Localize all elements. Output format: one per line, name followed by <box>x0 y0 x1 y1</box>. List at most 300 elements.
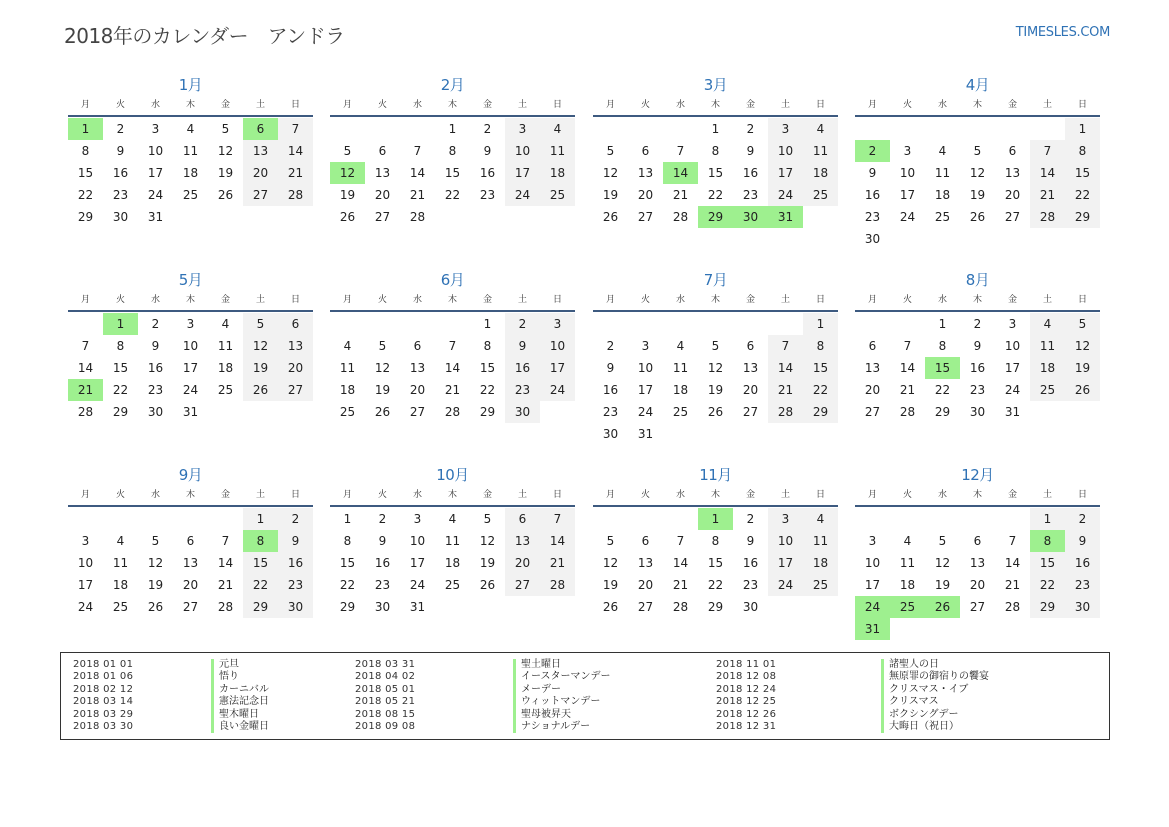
month-name: 6月 <box>440 271 465 289</box>
weekday-label: 土 <box>780 295 790 305</box>
weekday-label: 土 <box>780 100 790 110</box>
day-cell: 19 <box>217 166 234 180</box>
day-cell: 18 <box>540 162 575 184</box>
day-cell: 2 <box>378 512 387 526</box>
day-cell: 12 <box>969 166 986 180</box>
day-cell: 23 <box>864 210 881 224</box>
day-cell: 5 <box>343 144 352 158</box>
empty-cell <box>925 508 960 530</box>
day-cell: 28 <box>409 210 426 224</box>
day-cell: 14 <box>540 530 575 552</box>
day-cell: 30 <box>1065 596 1100 618</box>
day-cell: 2 <box>278 508 313 530</box>
weekday-label: 木 <box>972 490 982 500</box>
day-grid <box>855 118 1100 250</box>
day-cell: 13 <box>864 361 881 375</box>
day-cell: 28 <box>77 405 94 419</box>
weekday-label: 日 <box>815 295 825 305</box>
month-block <box>330 269 575 423</box>
month-name: 12月 <box>961 466 994 484</box>
day-cell: 21 <box>444 383 461 397</box>
day-cell: 5 <box>973 144 982 158</box>
empty-cell <box>1030 118 1065 140</box>
day-cell: 7 <box>903 339 912 353</box>
day-cell: 22 <box>1065 184 1100 206</box>
day-cell: 9 <box>973 339 982 353</box>
day-cell: 2 <box>483 122 492 136</box>
day-cell: 11 <box>803 140 838 162</box>
holiday-date: 2018 05 21 <box>355 696 416 708</box>
day-cell: 5 <box>243 313 278 335</box>
holiday-name: イースターマンデー <box>513 671 611 683</box>
day-cell: 8 <box>711 534 720 548</box>
day-cell: 15 <box>444 166 461 180</box>
day-cell: 16 <box>602 383 619 397</box>
day-cell: 2 <box>116 122 125 136</box>
holiday-day-cell: 21 <box>68 379 103 401</box>
day-cell: 28 <box>217 600 234 614</box>
day-cell: 12 <box>602 166 619 180</box>
day-cell: 12 <box>934 556 951 570</box>
weekday-label: 水 <box>675 490 685 500</box>
day-cell: 31 <box>182 405 199 419</box>
day-cell: 9 <box>278 530 313 552</box>
weekday-label: 月 <box>80 295 90 305</box>
day-cell: 8 <box>81 144 90 158</box>
weekday-label: 月 <box>342 100 352 110</box>
holiday-name: クリスマス <box>881 696 989 708</box>
day-cell: 28 <box>768 401 803 423</box>
holiday-name: 元旦 <box>211 659 269 671</box>
day-cell: 2 <box>746 512 755 526</box>
empty-cell <box>855 118 890 140</box>
empty-cell <box>593 313 628 335</box>
day-cell: 16 <box>147 361 164 375</box>
weekday-label: 土 <box>1042 100 1052 110</box>
holiday-date: 2018 04 02 <box>355 671 416 683</box>
holiday-name: カーニバル <box>211 684 269 696</box>
empty-cell <box>330 118 365 140</box>
day-cell: 15 <box>77 166 94 180</box>
weekday-label: 木 <box>185 295 195 305</box>
day-cell: 14 <box>444 361 461 375</box>
weekday-label: 日 <box>1077 295 1087 305</box>
weekday-label: 日 <box>815 490 825 500</box>
month-block <box>855 269 1100 423</box>
day-cell: 5 <box>1065 313 1100 335</box>
weekday-header <box>855 487 1100 503</box>
empty-cell <box>435 313 470 335</box>
day-cell: 6 <box>868 339 877 353</box>
day-cell: 4 <box>676 339 685 353</box>
day-cell: 17 <box>540 357 575 379</box>
day-cell: 27 <box>243 184 278 206</box>
holiday-name-column <box>211 659 269 733</box>
day-cell: 12 <box>374 361 391 375</box>
day-cell: 15 <box>707 166 724 180</box>
day-cell: 9 <box>868 166 877 180</box>
day-cell: 26 <box>374 405 391 419</box>
weekday-label: 金 <box>482 100 492 110</box>
empty-cell <box>593 508 628 530</box>
day-cell: 18 <box>1030 357 1065 379</box>
day-cell: 23 <box>602 405 619 419</box>
weekday-label: 木 <box>185 100 195 110</box>
day-cell: 8 <box>938 339 947 353</box>
day-cell: 18 <box>899 578 916 592</box>
day-cell: 19 <box>339 188 356 202</box>
empty-cell <box>593 118 628 140</box>
holiday-date: 2018 03 31 <box>355 659 416 670</box>
day-cell: 14 <box>672 556 689 570</box>
empty-cell <box>400 118 435 140</box>
day-cell: 25 <box>112 600 129 614</box>
day-cell: 11 <box>112 556 129 570</box>
day-cell: 9 <box>746 534 755 548</box>
weekday-label: 水 <box>150 490 160 500</box>
day-cell: 10 <box>147 144 164 158</box>
day-cell: 10 <box>540 335 575 357</box>
day-cell: 15 <box>243 552 278 574</box>
day-cell: 10 <box>768 530 803 552</box>
day-cell: 11 <box>934 166 951 180</box>
day-cell: 18 <box>934 188 951 202</box>
holiday-date-column <box>355 659 415 733</box>
day-cell: 5 <box>711 339 720 353</box>
day-cell: 21 <box>409 188 426 202</box>
day-cell: 5 <box>151 534 160 548</box>
weekday-label: 月 <box>605 100 615 110</box>
day-cell: 27 <box>182 600 199 614</box>
weekday-header <box>68 487 313 503</box>
day-cell: 18 <box>444 556 461 570</box>
holiday-name: 聖土曜日 <box>513 659 611 671</box>
day-cell: 23 <box>1065 574 1100 596</box>
holiday-date: 2018 12 31 <box>716 720 777 732</box>
day-cell: 16 <box>374 556 391 570</box>
day-cell: 17 <box>1004 361 1021 375</box>
day-cell: 24 <box>147 188 164 202</box>
holiday-name: ボクシングデー <box>881 709 989 721</box>
day-cell: 26 <box>969 210 986 224</box>
day-cell: 20 <box>409 383 426 397</box>
day-cell: 14 <box>409 166 426 180</box>
day-cell: 11 <box>1030 335 1065 357</box>
month-name: 7月 <box>703 271 728 289</box>
day-cell: 2 <box>606 339 615 353</box>
day-cell: 30 <box>742 600 759 614</box>
day-cell: 6 <box>973 534 982 548</box>
day-cell: 8 <box>448 144 457 158</box>
weekday-label: 日 <box>290 295 300 305</box>
day-cell: 29 <box>339 600 356 614</box>
weekday-label: 土 <box>1042 295 1052 305</box>
holiday-name: 聖母被昇天 <box>513 709 611 721</box>
month-name: 9月 <box>178 466 203 484</box>
weekday-label: 金 <box>745 490 755 500</box>
weekday-label: 金 <box>745 100 755 110</box>
day-cell: 2 <box>505 313 540 335</box>
day-cell: 19 <box>243 357 278 379</box>
empty-cell <box>68 313 103 335</box>
day-cell: 10 <box>77 556 94 570</box>
day-cell: 20 <box>278 357 313 379</box>
weekday-label: 金 <box>220 490 230 500</box>
holiday-list <box>60 652 1110 740</box>
day-cell: 16 <box>505 357 540 379</box>
weekday-label: 土 <box>255 100 265 110</box>
day-cell: 1 <box>1030 508 1065 530</box>
empty-cell <box>855 313 890 335</box>
day-cell: 17 <box>182 361 199 375</box>
day-cell: 10 <box>899 166 916 180</box>
weekday-label: 火 <box>640 490 650 500</box>
day-cell: 11 <box>540 140 575 162</box>
day-cell: 7 <box>81 339 90 353</box>
day-cell: 27 <box>1004 210 1021 224</box>
holiday-date-column <box>73 659 133 733</box>
weekday-label: 月 <box>342 295 352 305</box>
day-cell: 1 <box>243 508 278 530</box>
empty-cell <box>960 508 995 530</box>
day-cell: 31 <box>1004 405 1021 419</box>
day-cell: 31 <box>637 427 654 441</box>
weekday-label: 木 <box>710 490 720 500</box>
empty-cell <box>890 313 925 335</box>
weekday-label: 日 <box>552 295 562 305</box>
month-block <box>68 464 313 618</box>
day-cell: 21 <box>278 162 313 184</box>
day-cell: 4 <box>116 534 125 548</box>
day-cell: 30 <box>278 596 313 618</box>
day-cell: 12 <box>243 335 278 357</box>
day-cell: 23 <box>505 379 540 401</box>
weekday-label: 月 <box>867 295 877 305</box>
day-cell: 21 <box>217 578 234 592</box>
day-grid <box>593 313 838 445</box>
day-cell: 12 <box>147 556 164 570</box>
month-block <box>68 269 313 423</box>
weekday-label: 火 <box>640 100 650 110</box>
day-cell: 5 <box>378 339 387 353</box>
holiday-date: 2018 02 12 <box>73 683 134 695</box>
day-cell: 27 <box>278 379 313 401</box>
day-cell: 18 <box>182 166 199 180</box>
holiday-name-column <box>513 659 611 733</box>
day-cell: 9 <box>1065 530 1100 552</box>
day-cell: 3 <box>868 534 877 548</box>
header-divider <box>855 505 1100 507</box>
day-cell: 27 <box>505 574 540 596</box>
day-cell: 18 <box>672 383 689 397</box>
month-block <box>593 464 838 618</box>
day-cell: 19 <box>374 383 391 397</box>
day-cell: 23 <box>742 188 759 202</box>
empty-cell <box>960 118 995 140</box>
weekday-label: 月 <box>867 100 877 110</box>
day-cell: 15 <box>707 556 724 570</box>
day-cell: 15 <box>479 361 496 375</box>
day-cell: 3 <box>641 339 650 353</box>
weekday-label: 日 <box>1077 490 1087 500</box>
site-link[interactable]: TIMESLES.COM <box>1015 25 1110 40</box>
holiday-name: クリスマス・イブ <box>881 684 989 696</box>
day-cell: 20 <box>1004 188 1021 202</box>
holiday-day-cell: 12 <box>330 162 365 184</box>
weekday-header <box>68 292 313 308</box>
weekday-label: 水 <box>675 100 685 110</box>
holiday-name-column <box>881 659 989 733</box>
holiday-day-cell: 25 <box>890 596 925 618</box>
holiday-date: 2018 12 24 <box>716 683 777 695</box>
page-title: 2018年のカレンダー アンドラ <box>64 24 345 48</box>
weekday-label: 土 <box>517 490 527 500</box>
empty-cell <box>995 118 1030 140</box>
day-cell: 16 <box>969 361 986 375</box>
day-grid <box>68 508 313 618</box>
day-cell: 11 <box>339 361 356 375</box>
day-cell: 5 <box>938 534 947 548</box>
day-cell: 20 <box>243 162 278 184</box>
empty-cell <box>890 118 925 140</box>
day-cell: 12 <box>217 144 234 158</box>
weekday-label: 水 <box>412 295 422 305</box>
weekday-label: 木 <box>710 295 720 305</box>
day-cell: 17 <box>768 552 803 574</box>
day-cell: 22 <box>243 574 278 596</box>
month-block <box>68 74 313 228</box>
day-cell: 14 <box>768 357 803 379</box>
day-cell: 4 <box>803 118 838 140</box>
day-cell: 13 <box>637 166 654 180</box>
empty-cell <box>698 313 733 335</box>
day-cell: 25 <box>217 383 234 397</box>
day-cell: 24 <box>77 600 94 614</box>
day-cell: 16 <box>278 552 313 574</box>
weekday-label: 月 <box>80 100 90 110</box>
month-block <box>855 464 1100 640</box>
weekday-label: 火 <box>902 295 912 305</box>
weekday-label: 月 <box>605 490 615 500</box>
weekday-label: 土 <box>517 295 527 305</box>
holiday-day-cell: 1 <box>698 508 733 530</box>
weekday-label: 火 <box>902 100 912 110</box>
holiday-day-cell: 26 <box>925 596 960 618</box>
day-cell: 13 <box>742 361 759 375</box>
holiday-name: 無原罪の御宿りの饗宴 <box>881 671 989 683</box>
day-cell: 4 <box>448 512 457 526</box>
day-cell: 19 <box>602 188 619 202</box>
weekday-label: 日 <box>552 490 562 500</box>
day-cell: 9 <box>151 339 160 353</box>
month-name: 10月 <box>436 466 469 484</box>
day-cell: 17 <box>899 188 916 202</box>
day-grid <box>68 118 313 228</box>
day-cell: 20 <box>637 578 654 592</box>
empty-cell <box>733 313 768 335</box>
weekday-label: 水 <box>412 490 422 500</box>
day-cell: 13 <box>243 140 278 162</box>
empty-cell <box>925 118 960 140</box>
day-cell: 21 <box>672 578 689 592</box>
day-cell: 21 <box>1004 578 1021 592</box>
weekday-label: 月 <box>605 295 615 305</box>
day-cell: 23 <box>374 578 391 592</box>
day-cell: 15 <box>339 556 356 570</box>
day-cell: 6 <box>186 534 195 548</box>
day-cell: 17 <box>409 556 426 570</box>
day-cell: 22 <box>444 188 461 202</box>
day-grid <box>330 313 575 423</box>
day-cell: 30 <box>374 600 391 614</box>
day-cell: 23 <box>147 383 164 397</box>
weekday-label: 金 <box>1007 295 1017 305</box>
day-cell: 20 <box>969 578 986 592</box>
day-grid <box>593 118 838 228</box>
day-cell: 29 <box>934 405 951 419</box>
day-cell: 25 <box>803 574 838 596</box>
day-cell: 9 <box>505 335 540 357</box>
day-cell: 28 <box>444 405 461 419</box>
month-name: 11月 <box>699 466 732 484</box>
month-name: 1月 <box>178 76 203 94</box>
day-cell: 7 <box>448 339 457 353</box>
day-cell: 13 <box>969 556 986 570</box>
weekday-label: 金 <box>220 295 230 305</box>
day-cell: 27 <box>969 600 986 614</box>
day-cell: 13 <box>505 530 540 552</box>
empty-cell <box>173 508 208 530</box>
header-divider <box>855 115 1100 117</box>
day-cell: 20 <box>182 578 199 592</box>
day-cell: 3 <box>1008 317 1017 331</box>
holiday-day-cell: 14 <box>663 162 698 184</box>
header-divider <box>68 505 313 507</box>
day-cell: 4 <box>803 508 838 530</box>
holiday-day-cell: 24 <box>855 596 890 618</box>
day-cell: 8 <box>483 339 492 353</box>
weekday-label: 火 <box>377 490 387 500</box>
holiday-date: 2018 11 01 <box>716 659 777 670</box>
day-cell: 14 <box>217 556 234 570</box>
day-cell: 21 <box>899 383 916 397</box>
day-cell: 17 <box>147 166 164 180</box>
holiday-date: 2018 01 01 <box>73 659 134 670</box>
weekday-header <box>330 487 575 503</box>
weekday-label: 木 <box>185 490 195 500</box>
holiday-day-cell: 8 <box>1030 530 1065 552</box>
day-cell: 31 <box>409 600 426 614</box>
weekday-label: 木 <box>972 295 982 305</box>
weekday-header <box>593 487 838 503</box>
day-cell: 28 <box>278 184 313 206</box>
header-divider <box>330 115 575 117</box>
day-cell: 22 <box>707 188 724 202</box>
day-cell: 22 <box>77 188 94 202</box>
day-cell: 6 <box>641 144 650 158</box>
empty-cell <box>628 313 663 335</box>
day-cell: 13 <box>1004 166 1021 180</box>
weekday-label: 水 <box>150 100 160 110</box>
empty-cell <box>138 508 173 530</box>
day-cell: 22 <box>707 578 724 592</box>
day-cell: 29 <box>1030 596 1065 618</box>
holiday-name: 諸聖人の日 <box>881 659 989 671</box>
weekday-label: 日 <box>552 100 562 110</box>
empty-cell <box>365 118 400 140</box>
day-cell: 28 <box>899 405 916 419</box>
day-cell: 17 <box>505 162 540 184</box>
